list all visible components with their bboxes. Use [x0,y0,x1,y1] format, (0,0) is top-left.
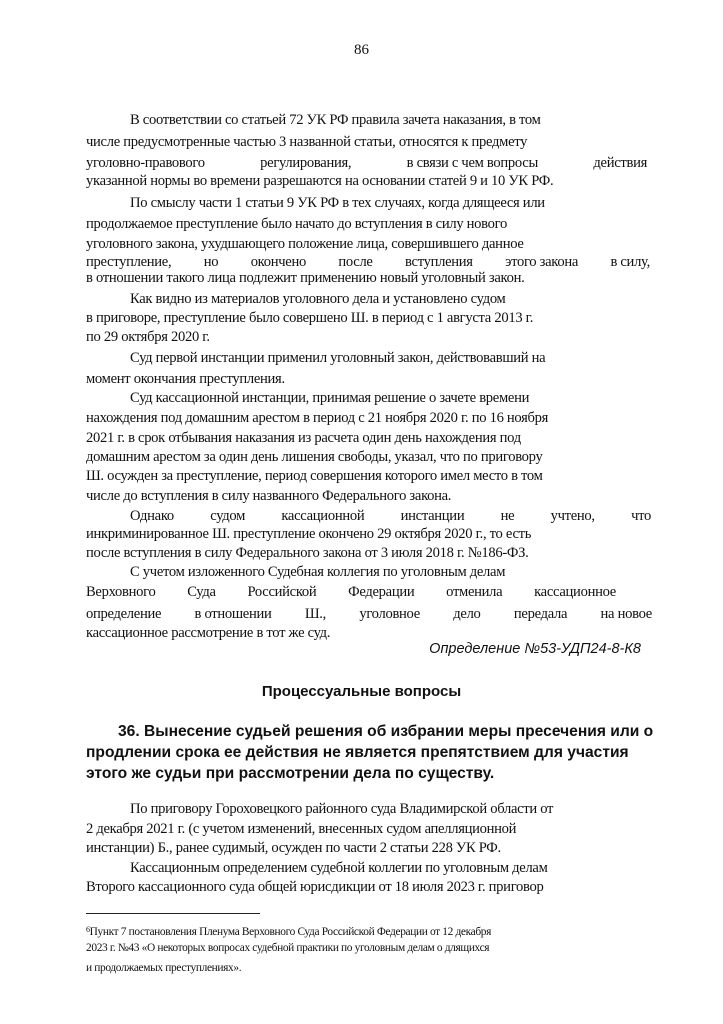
case-heading-line: этого же судьи при рассмотрении дела по существу. [86,765,495,782]
paragraph-line: Суд первой инстанции применил уголовный закон, действовавший на [130,350,546,366]
word: окончено [250,254,306,270]
word: Федерации [348,584,415,600]
word: регулирования, [260,155,352,171]
word: уголовное [359,606,420,622]
paragraph-line: 2 декабря 2021 г. (с учетом изменений, внесенных судом апелляционной [86,821,517,837]
paragraph-line: после вступления в силу Федерального закона от 3 июля 2018 г. №186-ФЗ. [86,545,529,561]
footnote-separator [86,913,260,914]
word: кассационное [534,584,616,600]
word: действия [593,155,647,171]
word: Российской [247,584,317,600]
word: на новое [600,606,652,622]
word: в связи с чем вопросы [406,155,538,171]
word: Верховного [86,584,156,600]
word: судом [210,508,246,524]
paragraph-line: по 29 октября 2020 г. [86,329,210,345]
paragraph-line: Как видно из материалов уголовного дела и установлено судом [130,291,506,307]
case-heading-line: 36. Вынесение судьей решения об избрании меры пресечения или о [118,723,654,740]
paragraph-line: указанной нормы во времени разрешаются на основании статей 9 и 10 УК РФ. [86,173,554,189]
paragraph-line: Второго кассационного суда общей юрисдикции от 18 июля 2023 г. приговор [86,879,544,895]
word: не [500,508,515,524]
paragraph-line: По смыслу части 1 статьи 9 УК РФ в тех случаях, когда длящееся или [130,195,545,211]
word: Ш., [304,606,326,622]
section-title: Процессуальные вопросы [261,683,462,700]
paragraph-line: уголовного закона, ухудшающего положение лица, совершившего данное [86,236,524,252]
paragraph-line: кассационное рассмотрение в тот же суд. [86,625,331,641]
word: отменила [446,584,503,600]
paragraph-line: числе до вступления в силу названного Федерального закона. [86,488,452,504]
footnote-line: 2023 г. №43 «О некоторых вопросах судебной практики по уголовным делам о длящихся [86,942,490,954]
word: передала [513,606,568,622]
justified-line [86,604,652,624]
paragraph-line: Ш. осужден за преступление, период совершения которого имел место в том [86,468,543,484]
paragraph-line: продолжаемое преступление было начато до вступления в силу нового [86,216,507,232]
paragraph-line: По приговору Гороховецкого районного суда Владимирской области от [130,801,554,817]
ruling-reference: Определение №53-УДП24-8-К8 [429,641,641,657]
paragraph-line: С учетом изложенного Судебная коллегия по уголовным делам [130,564,506,580]
word: учтено, [550,508,595,524]
word: инстанции [400,508,465,524]
paragraph-line: инкриминированное Ш. преступление окончено 29 октября 2020 г., то есть [86,526,532,542]
paragraph-line: 2021 г. в срок отбывания наказания из расчета один день нахождения под [86,430,521,446]
justified-line [130,506,651,526]
word: но [203,254,219,270]
paragraph-line: Кассационным определением судебной коллегии по уголовным делам [130,860,548,876]
word: после [338,254,373,270]
word: Однако [130,508,174,524]
word: преступление, [86,254,172,270]
footnote-mark: 6 [86,925,90,934]
paragraph-line: инстанции) Б., ранее судимый, осужден по части 2 статьи 228 УК РФ. [86,840,501,856]
word: кассационной [281,508,365,524]
footnote-text: Пункт 7 постановления Пленума Верховного Суда Российской Федерации от 12 декабря [89,926,492,938]
word: этого закона [505,254,579,270]
paragraph-line: в отношении такого лица подлежит применению новый уголовный закон. [86,270,525,286]
footnote-line: и продолжаемых преступлениях». [86,962,242,974]
word: Суда [187,584,216,600]
paragraph-line: домашним арестом за один день лишения свободы, указал, что по приговору [86,449,543,465]
paragraph-line: В соответствии со статьей 72 УК РФ правила зачета наказания, в том [130,112,541,128]
paragraph-line: нахождения под домашним арестом в период с 21 ноября 2020 г. по 16 ноября [86,410,549,426]
word: определение [86,606,162,622]
justified-line [86,153,647,173]
paragraph-line: в приговоре, преступление было совершено Ш. в период с 1 августа 2013 г. [86,310,534,326]
paragraph-line: Суд кассационной инстанции, принимая решение о зачете времени [130,390,530,406]
justified-line [86,582,616,602]
word: что [631,508,651,524]
word: вступления [405,254,473,270]
word: в силу, [610,254,650,270]
word: дело [453,606,481,622]
word: уголовно-правового [86,155,205,171]
word: в отношении [194,606,272,622]
paragraph-line: момент окончания преступления. [86,371,285,387]
case-heading-line: продлении срока ее действия не является препятствием для участия [86,744,629,761]
page-number: 86 [354,42,369,58]
paragraph-line: числе предусмотренные частью 3 названной статьи, относятся к предмету [86,134,528,150]
